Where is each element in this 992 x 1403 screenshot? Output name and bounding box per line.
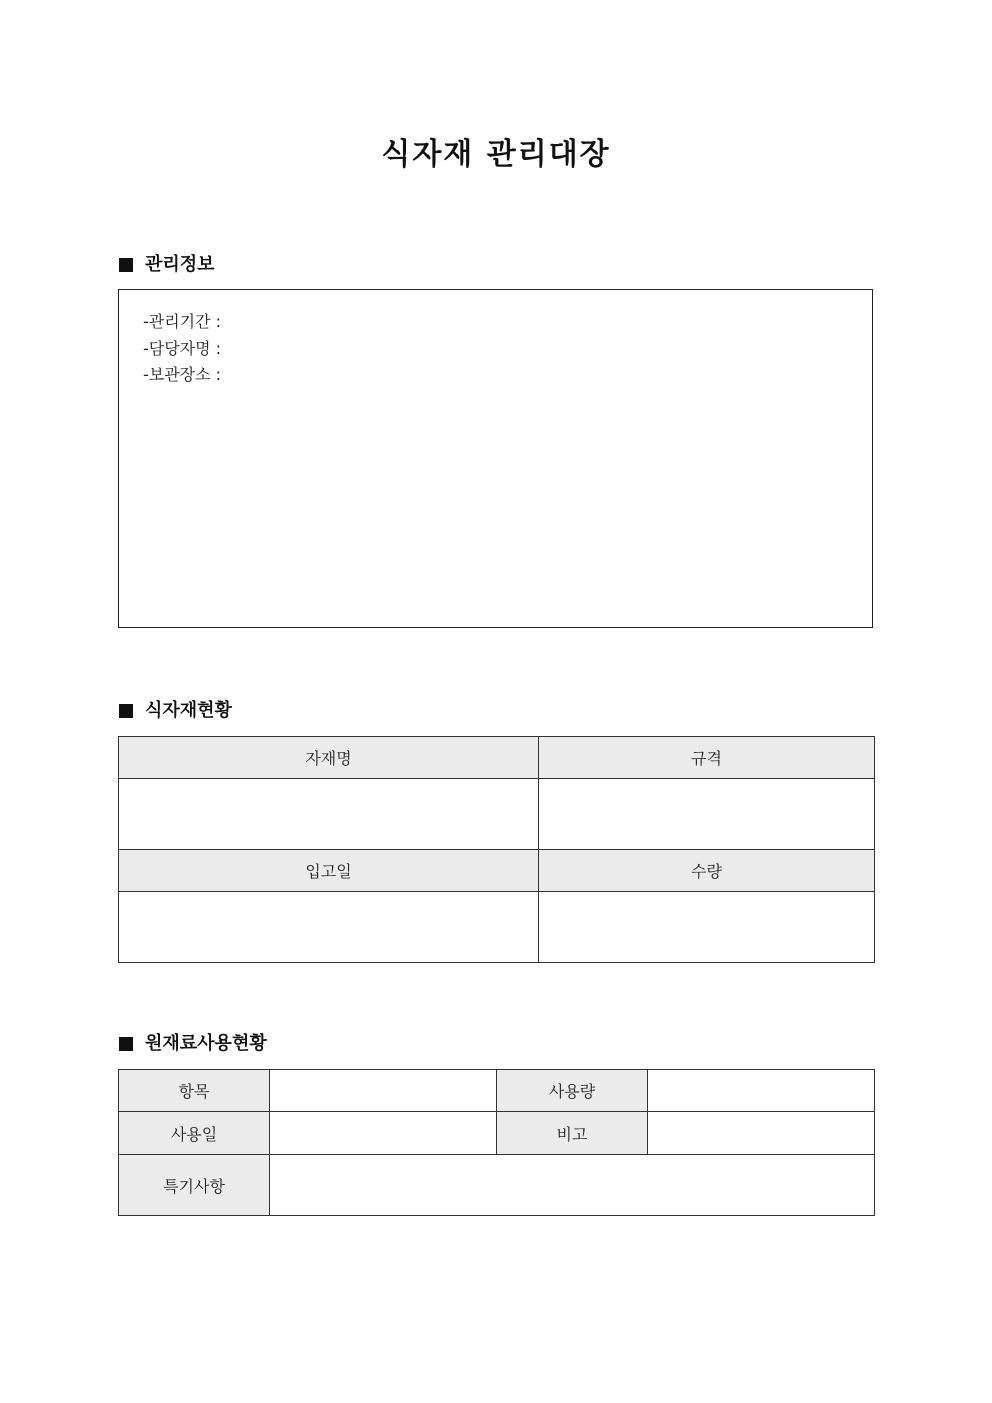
special-notes-cell[interactable]: [270, 1155, 875, 1216]
ingredient-status-table: [118, 736, 875, 963]
remarks-cell[interactable]: [648, 1112, 875, 1155]
usage-date-cell[interactable]: [270, 1112, 497, 1155]
black-square-icon: [119, 704, 133, 718]
table-row: [119, 1155, 875, 1216]
black-square-icon: [119, 1037, 133, 1051]
material-usage-table: [118, 1069, 875, 1216]
manager-name-line[interactable]: -담당자명 :: [143, 338, 222, 358]
receipt-date-cell[interactable]: [119, 892, 539, 963]
table-row: [119, 737, 875, 779]
storage-location-line[interactable]: -보관장소 :: [143, 365, 222, 384]
usage-amount-label: 사용량: [497, 1070, 648, 1112]
table-row: [119, 1070, 875, 1112]
special-notes-label: 특기사항: [119, 1155, 270, 1216]
management-period-line[interactable]: -관리기간 :: [143, 312, 222, 331]
page-title: 식자재 관리대장: [381, 137, 611, 172]
item-cell[interactable]: [270, 1070, 497, 1112]
material-usage-heading-text: 원재료사용현황: [145, 1033, 267, 1054]
ingredient-status-heading-text: 식자재현황: [145, 700, 232, 721]
table-row: [119, 779, 875, 850]
quantity-cell[interactable]: [539, 892, 875, 963]
quantity-header: 수량: [539, 850, 875, 892]
usage-amount-cell[interactable]: [648, 1070, 875, 1112]
management-info-heading-text: 관리정보: [145, 254, 215, 275]
material-usage-heading: [119, 1032, 267, 1056]
management-info-box: [118, 289, 873, 628]
material-name-header: 자재명: [119, 737, 539, 779]
usage-date-label: 사용일: [119, 1112, 270, 1155]
table-row: [119, 1112, 875, 1155]
material-name-cell[interactable]: [119, 779, 539, 850]
specification-header: 규격: [539, 737, 875, 779]
table-row: [119, 850, 875, 892]
item-label: 항목: [119, 1070, 270, 1112]
management-info-heading: [119, 253, 215, 277]
remarks-label: 비고: [497, 1112, 648, 1155]
table-row: [119, 892, 875, 963]
ingredient-status-heading: [119, 699, 232, 723]
specification-cell[interactable]: [539, 779, 875, 850]
receipt-date-header: 입고일: [119, 850, 539, 892]
black-square-icon: [119, 258, 133, 272]
